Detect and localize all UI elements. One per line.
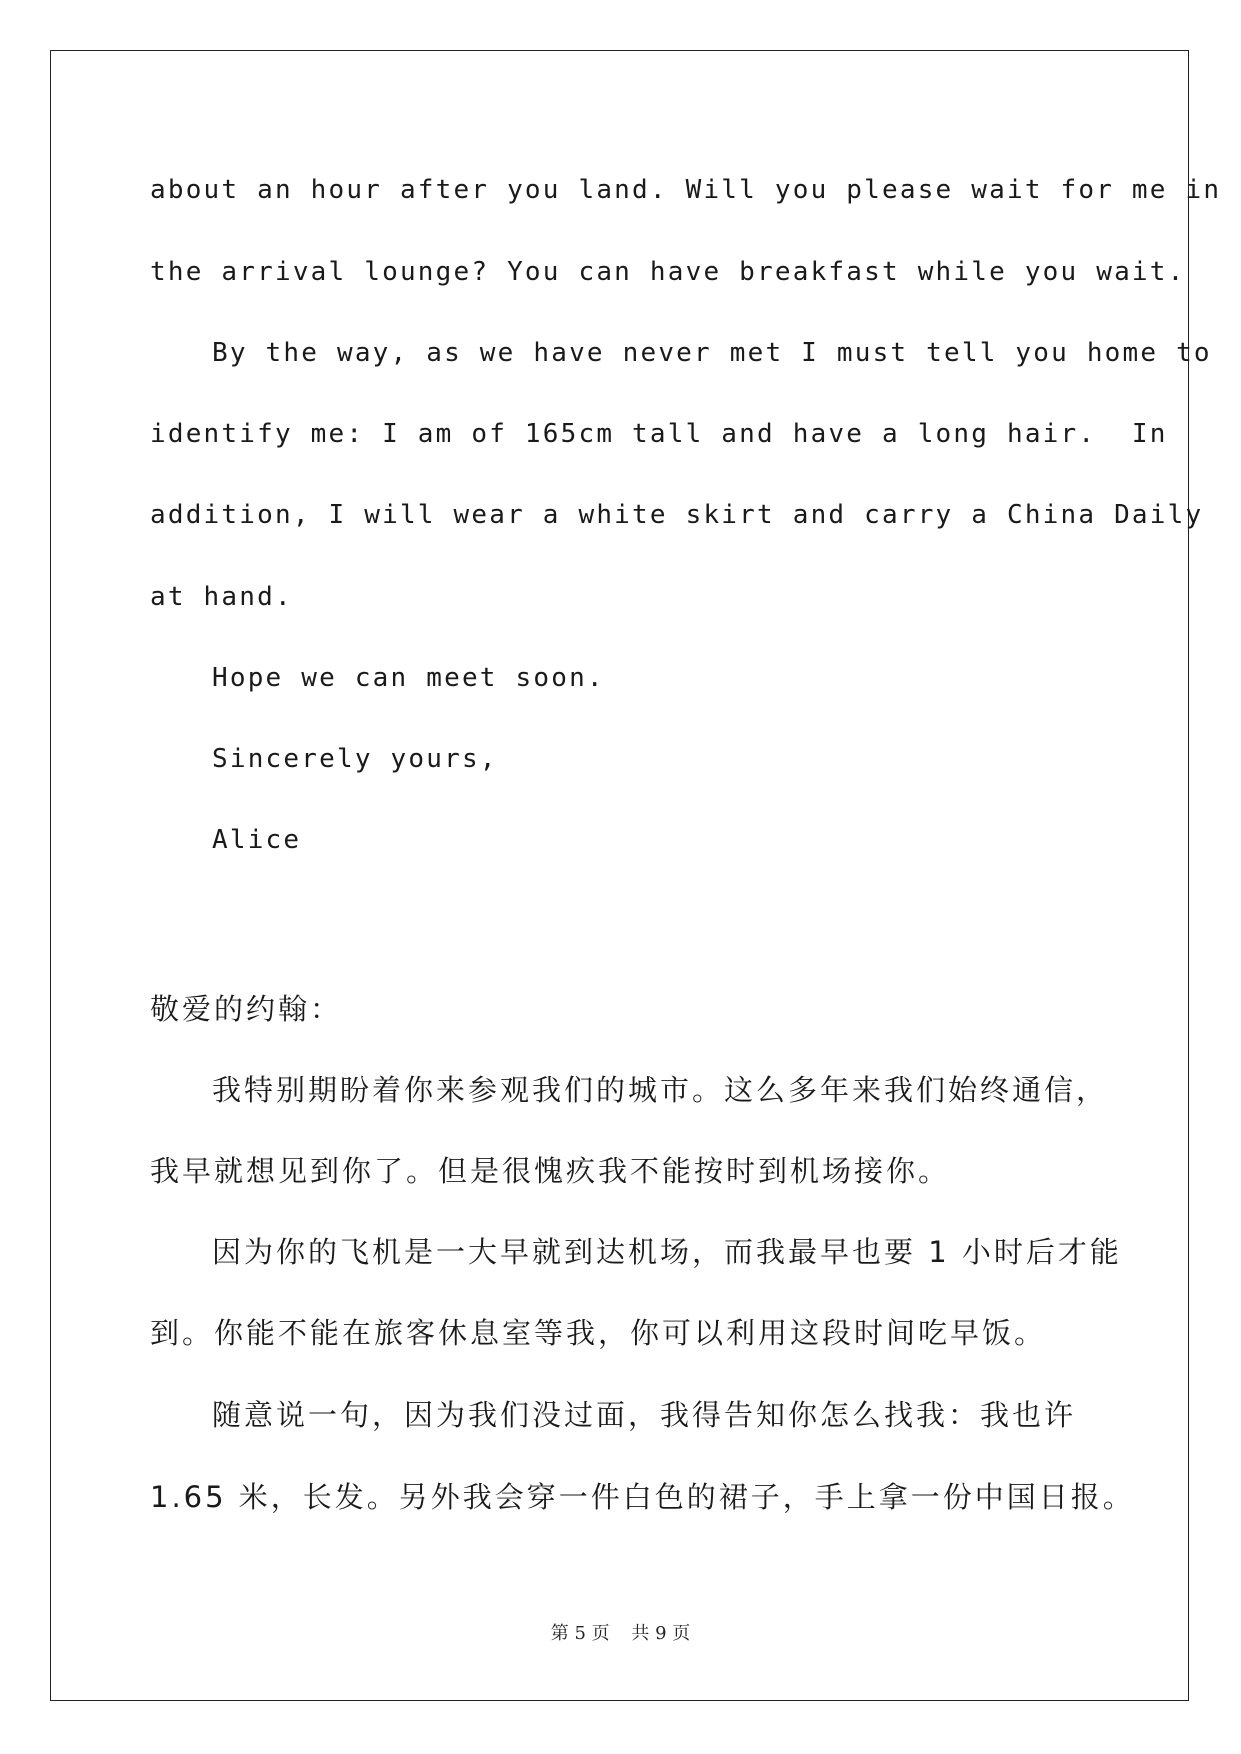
page-number: 第 5 页 [550,1623,610,1644]
page-footer [0,1619,1241,1645]
text-line: about an hour after you land. Will you please wait for me in [150,175,1222,205]
text-line: addition, I will wear a white skirt and carry a China Daily [150,500,1204,530]
text-line: at hand. [150,582,293,612]
page-border [50,50,1189,1701]
text-line: 到。你能不能在旅客休息室等我，你可以利用这段时间吃早饭。 [150,1316,1047,1350]
text-line: the arrival lounge? You can have breakfast while you wait. [150,257,1186,287]
text-line: 1.65 米，长发。另外我会穿一件白色的裙子，手上拿一份中国日报。 [150,1480,1135,1514]
text-line: identify me: I am of 165cm tall and have a long hair. In [150,419,1168,449]
page-total: 共 9 页 [631,1623,691,1644]
text-line: 我特别期盼着你来参观我们的城市。这么多年来我们始终通信， [212,1073,1109,1107]
signature-name: Alice [212,825,302,855]
text-line: Hope we can meet soon. [212,663,605,693]
text-line: 随意说一句，因为我们没过面，我得告知你怎么找我：我也许 [212,1398,1077,1432]
text-line: 因为你的飞机是一大早就到达机场，而我最早也要 1 小时后才能 [212,1235,1122,1269]
closing-line: Sincerely yours, [212,744,498,774]
salutation: 敬爱的约翰： [150,992,343,1026]
text-line: By the way, as we have never met I must tell you home to [212,338,1212,368]
text-line: 我早就想见到你了。但是很愧疚我不能按时到机场接你。 [150,1154,951,1188]
